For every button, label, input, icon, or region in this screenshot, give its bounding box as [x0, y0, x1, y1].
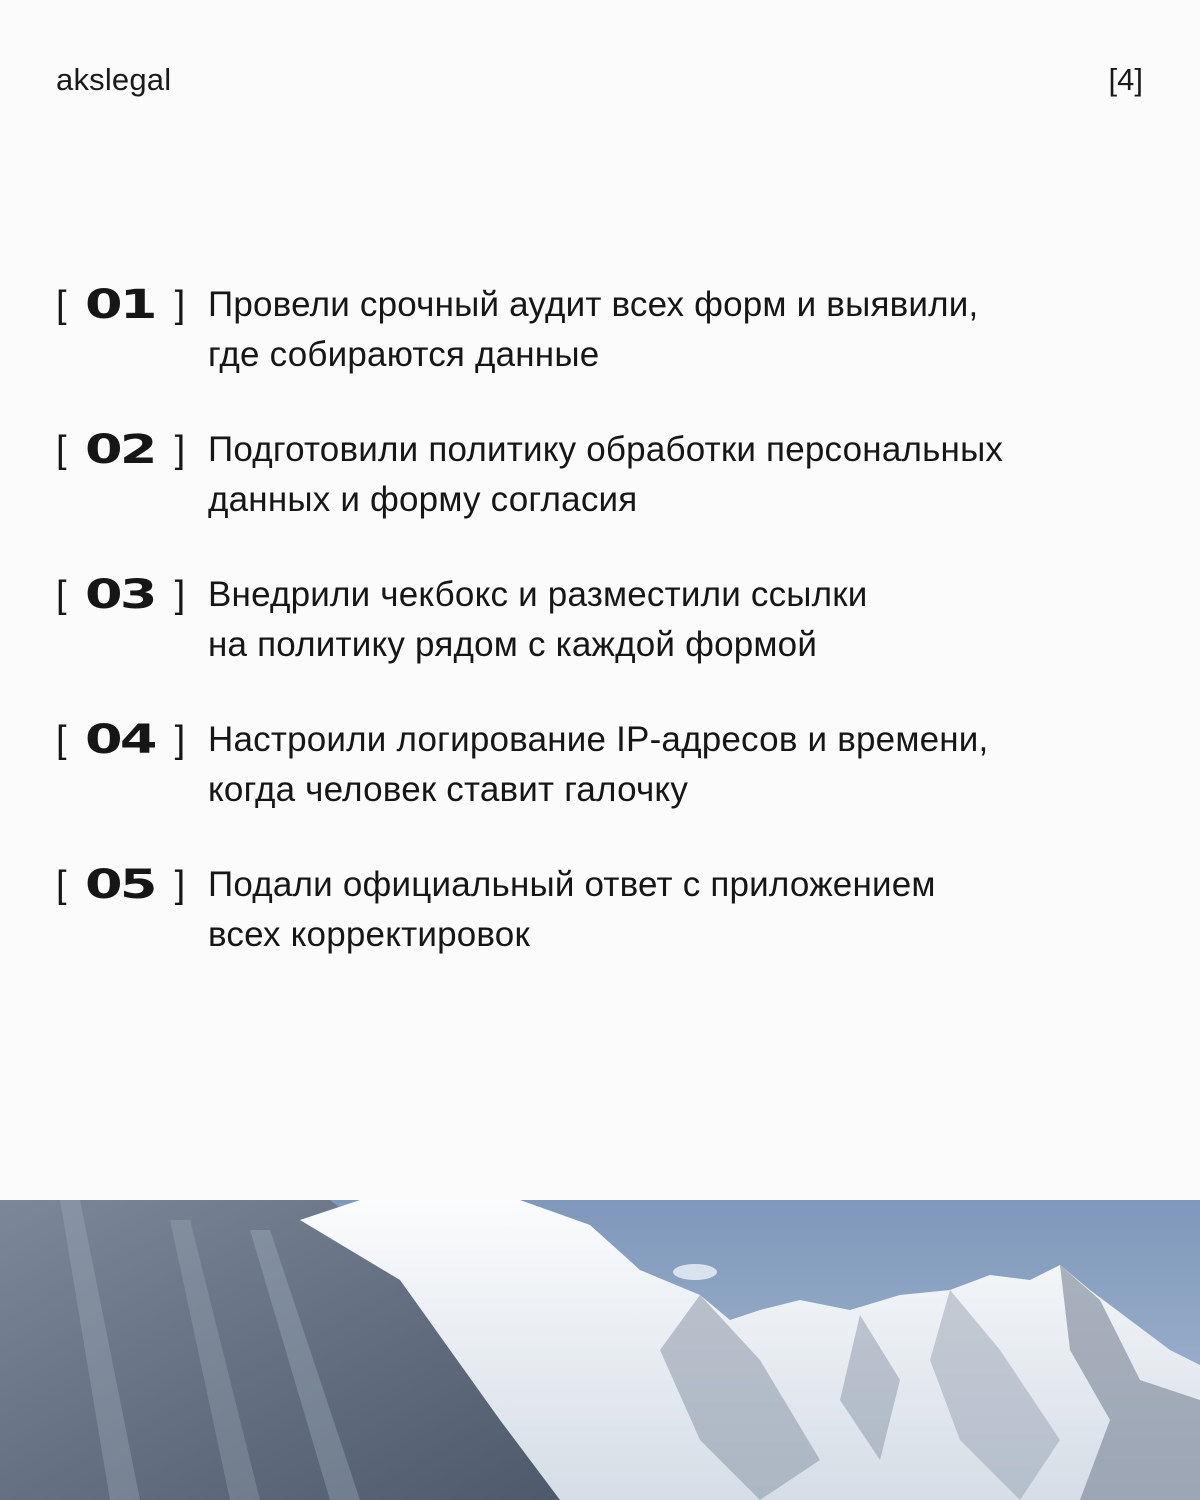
close-bracket: ] — [174, 283, 186, 326]
open-bracket: [ — [56, 283, 67, 326]
list-item — [56, 860, 1156, 1005]
page-number: [4] — [1108, 62, 1143, 97]
list-item — [56, 570, 1156, 715]
step-number: 03 — [84, 572, 155, 618]
list-item — [56, 425, 1156, 570]
list-item — [56, 280, 1156, 425]
close-bracket: ] — [174, 428, 186, 471]
step-number: 05 — [84, 862, 155, 908]
step-marker — [56, 280, 208, 330]
open-bracket: [ — [56, 573, 67, 616]
open-bracket: [ — [56, 863, 67, 906]
step-number: 01 — [84, 282, 155, 328]
step-text: Настроили логирование IP-адресов и времени, когда человек ставит галочку — [208, 720, 989, 809]
step-text: Подготовили политику обработки персональных данных и форму согласия — [208, 430, 1004, 519]
step-marker — [56, 860, 208, 910]
close-bracket: ] — [174, 718, 186, 761]
step-marker — [56, 425, 208, 475]
step-number: 02 — [84, 427, 155, 473]
step-marker — [56, 570, 208, 620]
list-item — [56, 715, 1156, 860]
close-bracket: ] — [174, 573, 186, 616]
open-bracket: [ — [56, 428, 67, 471]
mountain-photo — [0, 1200, 1200, 1500]
step-text: Внедрили чекбокс и разместили ссылки на политику рядом с каждой формой — [208, 575, 868, 664]
steps-list — [56, 280, 1156, 1005]
step-number: 04 — [84, 717, 155, 763]
step-text: Подали официальный ответ с приложением всех корректировок — [208, 865, 936, 954]
close-bracket: ] — [174, 863, 186, 906]
step-marker — [56, 715, 208, 765]
brand-label: akslegal — [56, 62, 172, 97]
open-bracket: [ — [56, 718, 67, 761]
cloud — [673, 1264, 717, 1280]
step-text: Провели срочный аудит всех форм и выявили, где собираются данные — [208, 285, 979, 374]
